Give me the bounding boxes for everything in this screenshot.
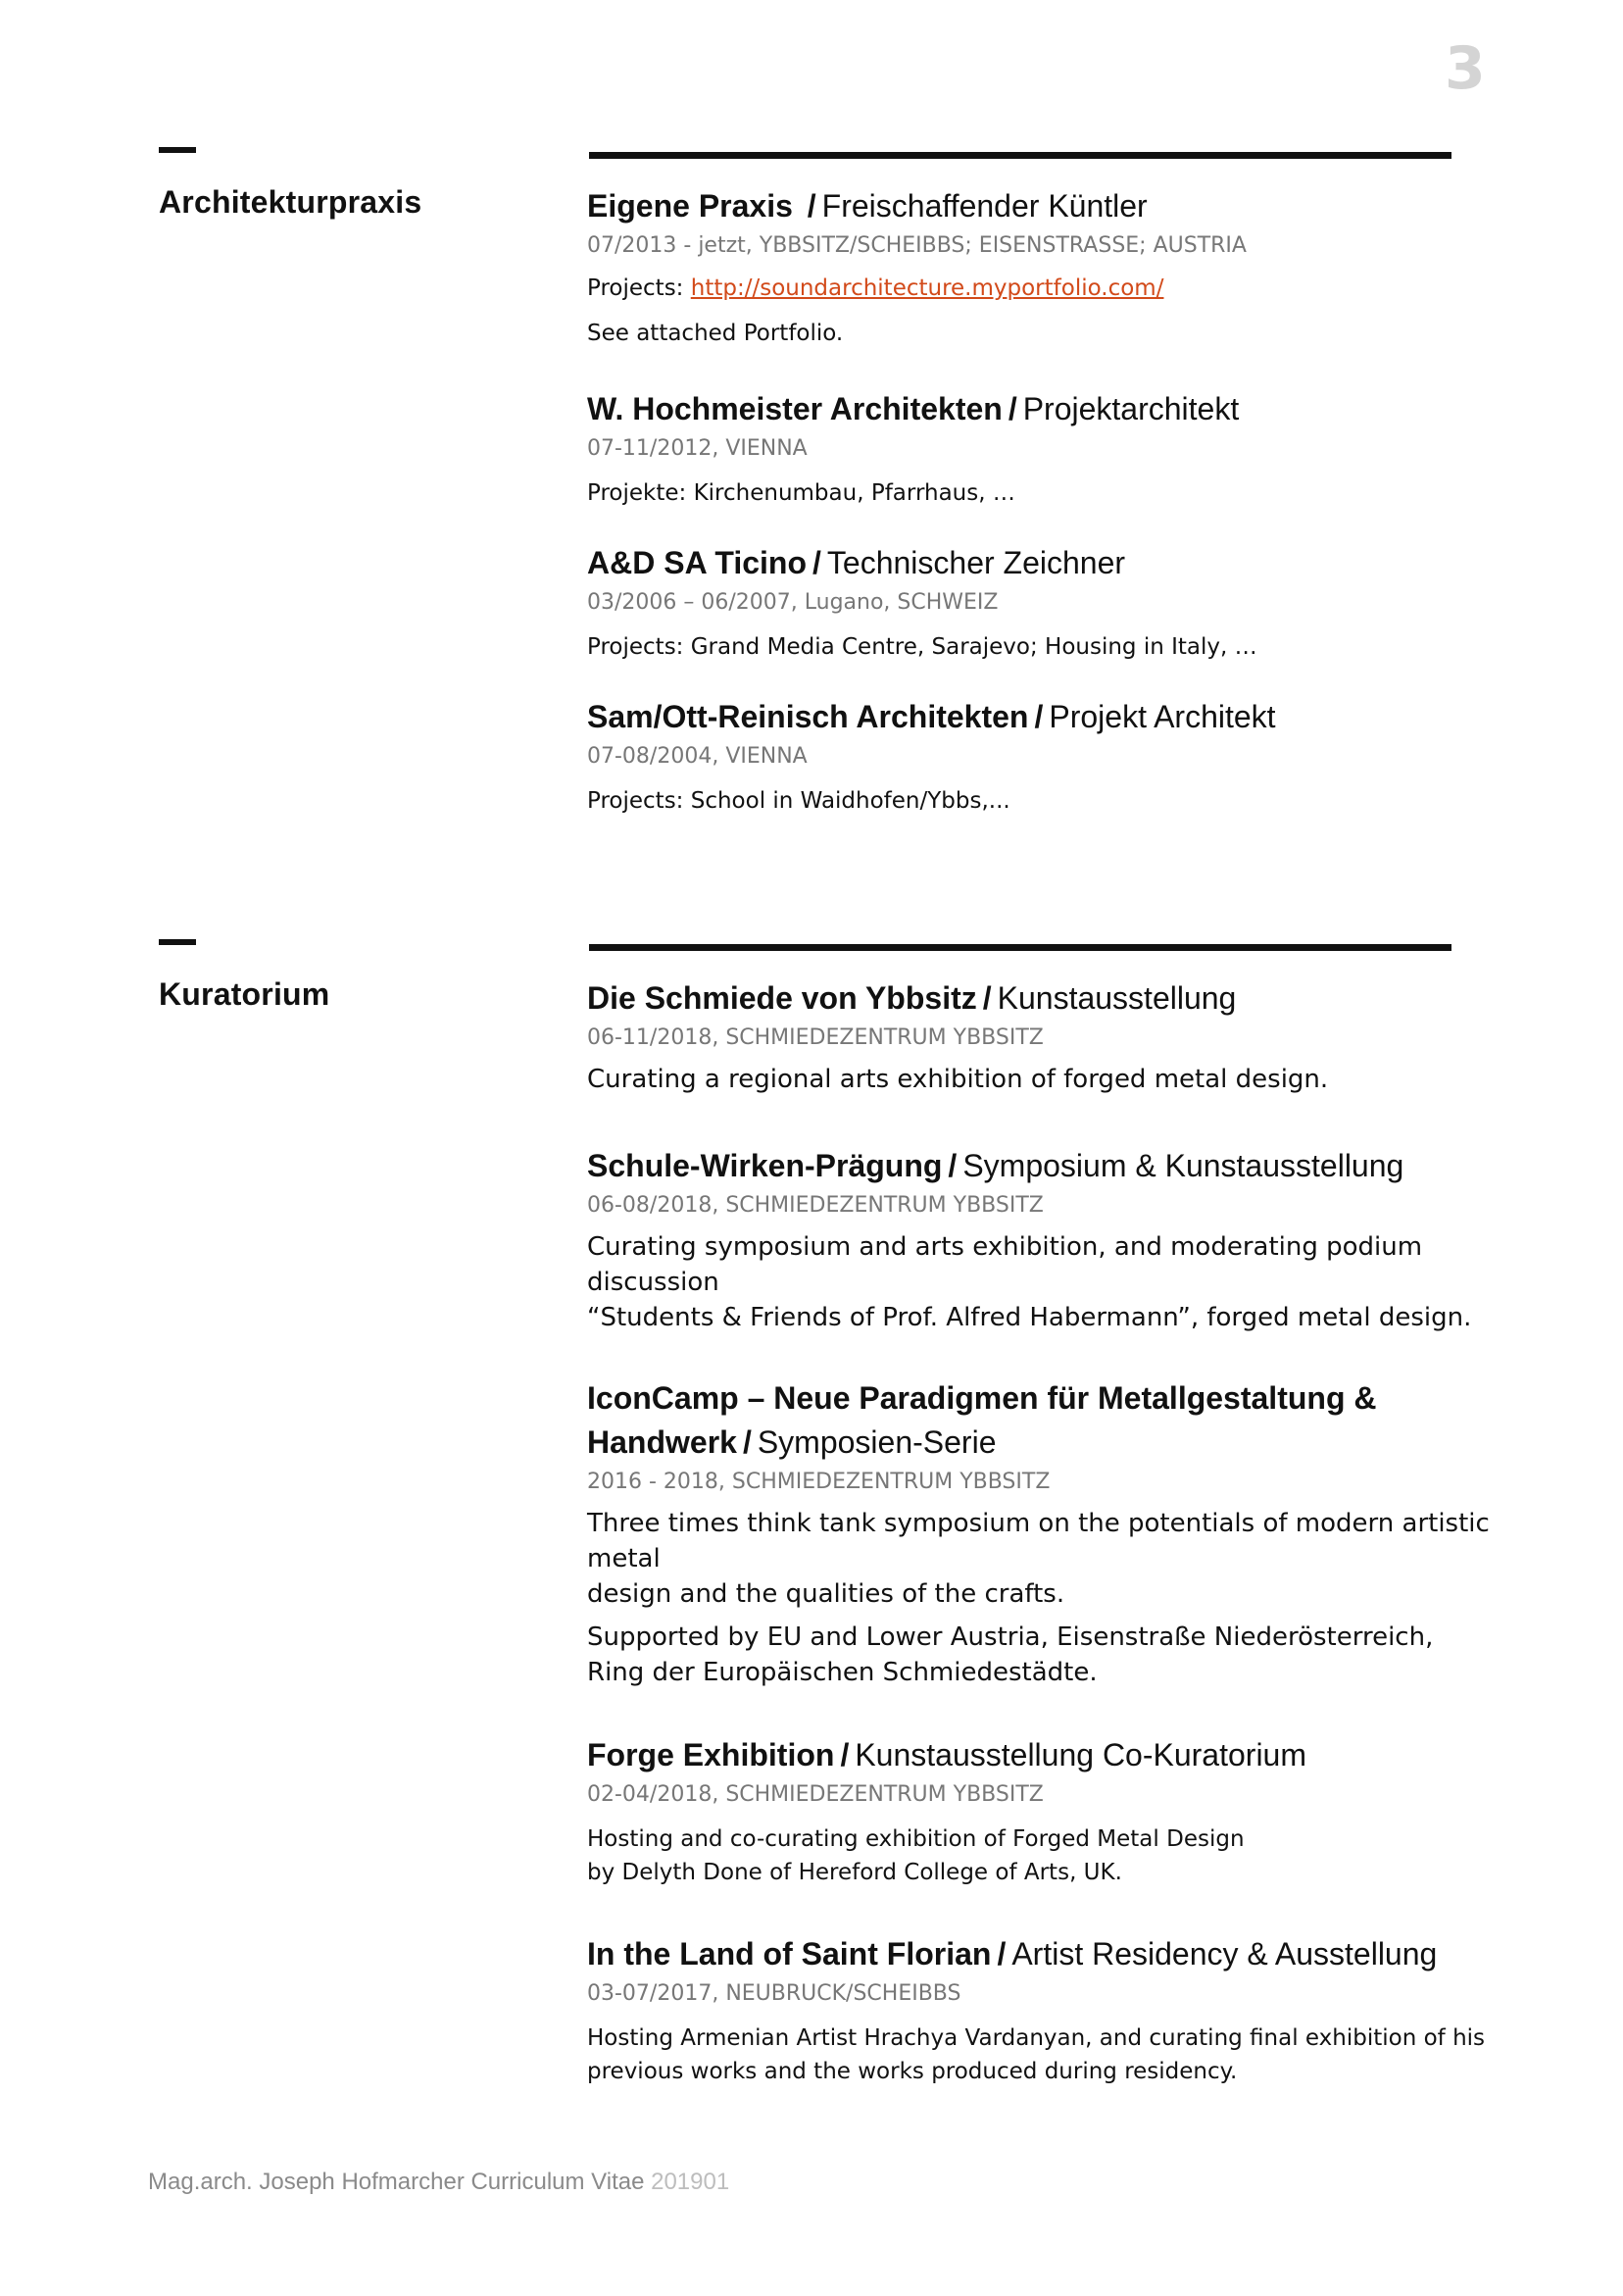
entry-description: Projects: Grand Media Centre, Sarajevo; Housing in Italy, … <box>587 634 1257 660</box>
entry-separator: / <box>948 1148 958 1183</box>
entry-role: Projekt Architekt <box>1049 699 1276 734</box>
entry-hochmeister <box>587 387 1528 510</box>
entry-heading <box>587 1932 1528 1976</box>
section-title: Kuratorium <box>159 976 330 1012</box>
entry-heading <box>587 387 1528 431</box>
entry-role: Symposium & Kunstausstellung <box>962 1148 1404 1183</box>
entry-land-of-saint-florian <box>587 1932 1528 2088</box>
entry-meta: 02-04/2018, SCHMIEDEZENTRUM YBBSITZ <box>587 1782 1044 1807</box>
entry-list <box>587 976 1528 2088</box>
entry-meta: 07/2013 - jetzt, YBBSITZ/SCHEIBBS; EISENSTRASSE; AUSTRIA <box>587 233 1247 258</box>
description-line: Hosting and co-curating exhibition of Forged Metal Design <box>587 1826 1245 1852</box>
section-title: Architekturpraxis <box>159 184 422 220</box>
entry-meta: 03-07/2017, NEUBRUCK/SCHEIBBS <box>587 1981 961 2006</box>
entry-title: W. Hochmeister Architekten <box>587 391 1003 426</box>
entry-separator: / <box>1008 391 1017 426</box>
entry-eigene-praxis <box>587 184 1528 350</box>
entry-description: See attached Portfolio. <box>587 321 844 346</box>
page-number: 3 <box>1445 34 1486 103</box>
description-line: Ring der Europäischen Schmiedestädte. <box>587 1658 1098 1687</box>
footer-version: 201901 <box>651 2169 730 2195</box>
entry-role: Freischaffender Küntler <box>821 188 1148 224</box>
entry-title: A&D SA Ticino <box>587 545 808 580</box>
entry-heading <box>587 695 1528 739</box>
entry-heading <box>587 976 1528 1021</box>
entry-title: Die Schmiede von Ybbsitz <box>587 980 977 1016</box>
entry-separator: / <box>997 1936 1007 1972</box>
entry-description: Curating a regional arts exhibition of forged metal design. <box>587 1065 1329 1094</box>
section-dash <box>159 939 196 945</box>
section-dash <box>159 147 196 153</box>
section-rule <box>589 944 1451 951</box>
entry-title: Forge Exhibition <box>587 1737 835 1772</box>
entry-heading <box>587 1376 1528 1465</box>
entry-description <box>587 1822 1528 1889</box>
description-line: Three times think tank symposium on the potentials of modern artistic metal <box>587 1509 1490 1573</box>
entry-meta: 06-11/2018, SCHMIEDEZENTRUM YBBSITZ <box>587 1025 1044 1050</box>
entry-iconcamp <box>587 1376 1528 1690</box>
entry-meta: 07-08/2004, VIENNA <box>587 744 808 769</box>
description-line: Hosting Armenian Artist Hrachya Vardanyan, and curating final exhibition of his <box>587 2025 1486 2051</box>
entry-separator: / <box>1034 699 1044 734</box>
entry-description <box>587 272 1528 305</box>
entry-list <box>587 184 1528 818</box>
entry-heading <box>587 1144 1528 1188</box>
projects-label: Projects: <box>587 275 691 301</box>
entry-role: Symposien-Serie <box>757 1424 997 1460</box>
entry-meta: 07-11/2012, VIENNA <box>587 436 808 461</box>
entry-description <box>587 1229 1528 1335</box>
entry-title: Eigene Praxis <box>587 188 802 224</box>
entry-ad-sa-ticino <box>587 541 1528 664</box>
entry-heading <box>587 184 1528 228</box>
entry-title: Schule-Wirken-Prägung <box>587 1148 943 1183</box>
footer-text: Mag.arch. Joseph Hofmarcher Curriculum Vitae <box>148 2169 652 2195</box>
section-rule <box>589 152 1451 159</box>
description-line: previous works and the works produced during residency. <box>587 2059 1238 2084</box>
entry-meta: 2016 - 2018, SCHMIEDEZENTRUM YBBSITZ <box>587 1470 1051 1494</box>
entry-title: Sam/Ott-Reinisch Architekten <box>587 699 1029 734</box>
entry-heading <box>587 541 1528 585</box>
entry-schule-wirken-praegung <box>587 1144 1528 1335</box>
entry-role: Projektarchitekt <box>1022 391 1240 426</box>
description-line: by Delyth Done of Hereford College of Arts, UK. <box>587 1860 1122 1885</box>
description-line: “Students & Friends of Prof. Alfred Habermann”, forged metal design. <box>587 1303 1472 1332</box>
entry-meta: 03/2006 – 06/2007, Lugano, SCHWEIZ <box>587 590 999 615</box>
entry-role: Artist Residency & Ausstellung <box>1011 1936 1438 1972</box>
description-line: design and the qualities of the crafts. <box>587 1579 1065 1609</box>
entry-description <box>587 1506 1528 1612</box>
entry-separator: / <box>807 188 816 224</box>
entry-forge-exhibition <box>587 1733 1528 1889</box>
page-footer <box>148 2169 729 2196</box>
entry-role: Kunstausstellung Co-Kuratorium <box>855 1737 1306 1772</box>
entry-separator: / <box>812 545 821 580</box>
description-line: Supported by EU and Lower Austria, Eisenstraße Niederösterreich, <box>587 1622 1434 1652</box>
entry-separator: / <box>742 1424 752 1460</box>
entry-separator: / <box>840 1737 850 1772</box>
entry-role: Kunstausstellung <box>997 980 1237 1016</box>
portfolio-link[interactable]: http://soundarchitecture.myportfolio.com/ <box>690 275 1164 301</box>
entry-description: Projekte: Kirchenumbau, Pfarrhaus, … <box>587 480 1015 506</box>
entry-schmiede-von-ybbsitz <box>587 976 1528 1097</box>
entry-title: Handwerk <box>587 1424 737 1460</box>
entry-heading <box>587 1733 1528 1777</box>
entry-role: Technischer Zeichner <box>826 545 1126 580</box>
entry-title: IconCamp – Neue Paradigmen für Metallgestaltung & <box>587 1380 1377 1416</box>
entry-sam-ott-reinisch <box>587 695 1528 818</box>
description-line: Curating symposium and arts exhibition, and moderating podium discussion <box>587 1232 1423 1297</box>
entry-title: In the Land of Saint Florian <box>587 1936 992 1972</box>
entry-description: Projects: School in Waidhofen/Ybbs,... <box>587 788 1010 814</box>
entry-support-note <box>587 1620 1528 1690</box>
entry-meta: 06-08/2018, SCHMIEDEZENTRUM YBBSITZ <box>587 1193 1044 1218</box>
entry-description <box>587 2021 1528 2088</box>
entry-separator: / <box>982 980 992 1016</box>
